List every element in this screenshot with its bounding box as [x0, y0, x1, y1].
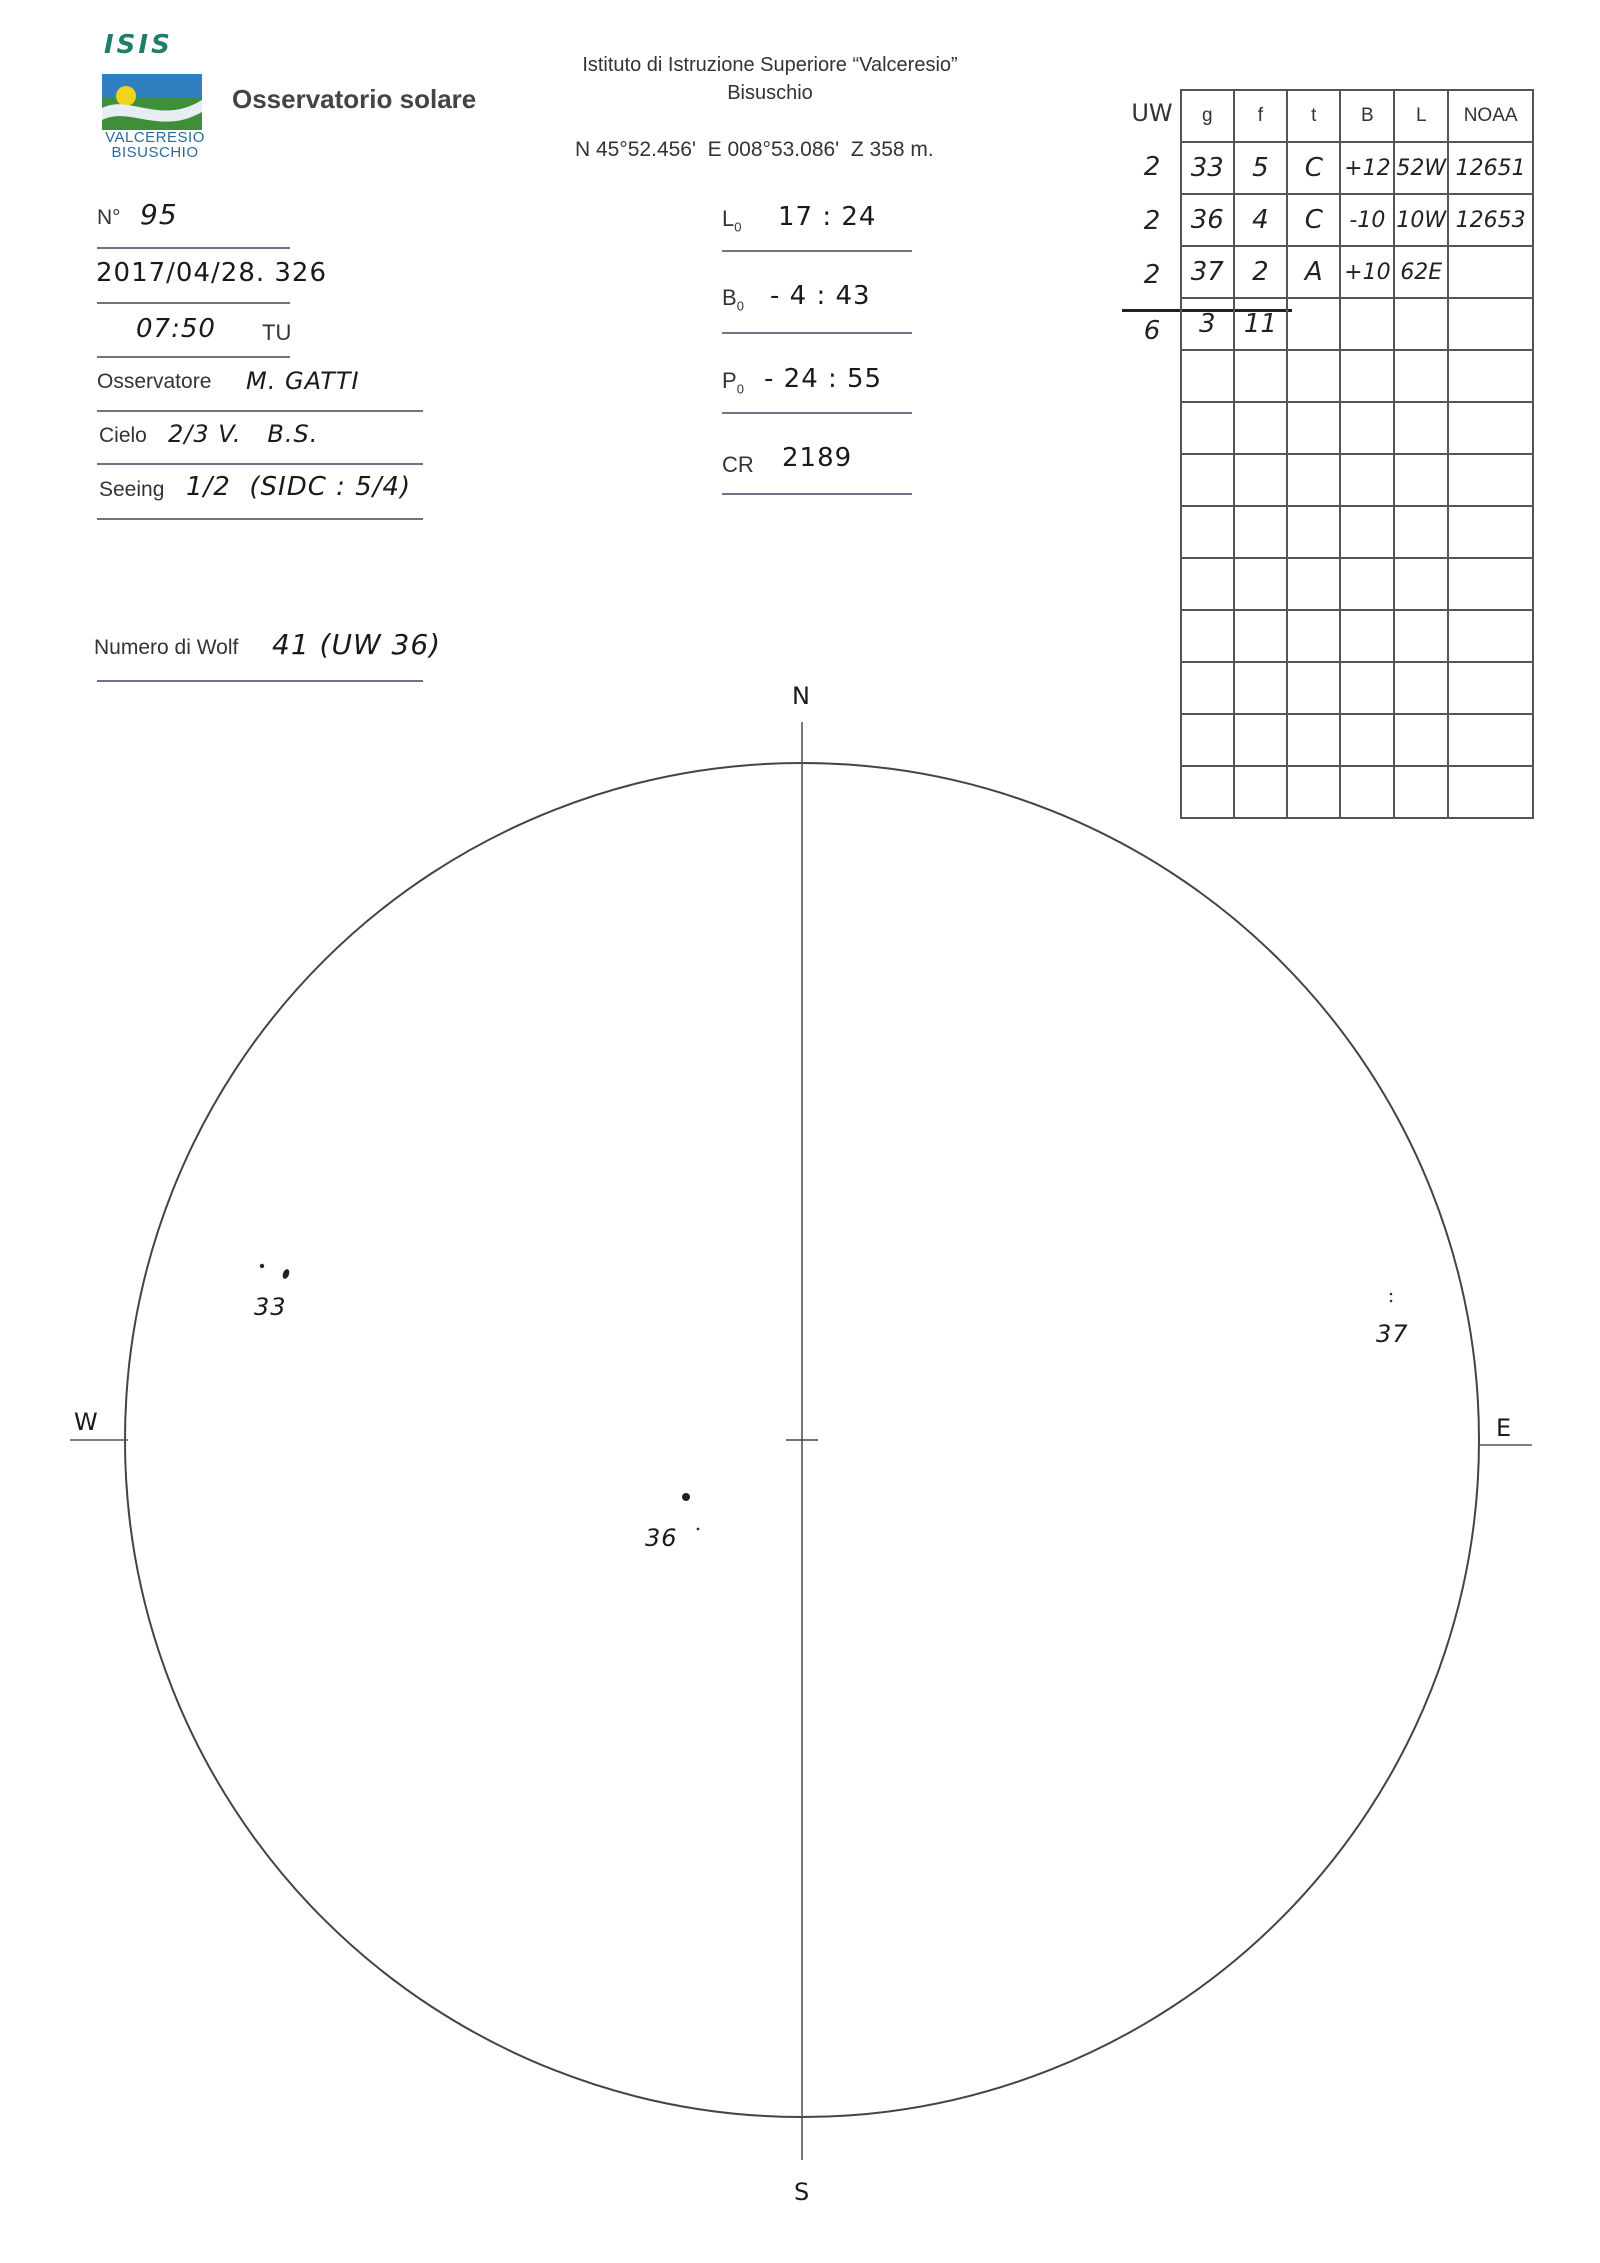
table-cell-l: 52W [1394, 142, 1448, 194]
cr-label: CR [722, 452, 754, 477]
table-cell-t [1287, 714, 1340, 766]
table-cell-t [1287, 766, 1340, 818]
header-t: t [1287, 90, 1340, 142]
table-row [1181, 298, 1533, 350]
table-cell-b [1340, 298, 1394, 350]
rule-l0 [722, 250, 912, 252]
sunspot-33b [281, 1268, 290, 1279]
table-cell-g [1181, 610, 1234, 662]
table-cell-f: 2 [1234, 246, 1288, 298]
wolf-label: Numero di Wolf [94, 636, 239, 659]
sunspot-36b [697, 1528, 700, 1531]
time-unit: TU [262, 320, 292, 345]
table-cell-f [1234, 506, 1288, 558]
table-cell-noaa: 12651 [1448, 142, 1533, 194]
observatory-title: Osservatorio solare [232, 84, 477, 114]
uw-value-2: 2 [1143, 206, 1161, 236]
table-cell-noaa [1448, 714, 1533, 766]
rule-b0 [722, 332, 912, 334]
sunspot-37a [1390, 1293, 1393, 1296]
logo-emblem-icon [100, 66, 210, 136]
table-cell-f [1234, 714, 1288, 766]
number-label: N° [97, 206, 121, 229]
table-row [1181, 350, 1533, 402]
table-cell-noaa [1448, 454, 1533, 506]
sunspot-33a [260, 1264, 264, 1268]
rule-cr [722, 493, 912, 495]
table-row [1181, 662, 1533, 714]
table-cell-t [1287, 402, 1340, 454]
observer-value: M. GATTI [246, 367, 360, 395]
rule-date [97, 302, 290, 304]
table-cell-l [1394, 402, 1448, 454]
l0-subscript: 0 [734, 219, 742, 235]
table-cell-g: 33 [1181, 142, 1234, 194]
wolf-value: 41 (UW 36) [272, 628, 442, 661]
institute-logo [100, 30, 210, 165]
p0-value: - 24 : 55 [764, 364, 883, 394]
header-f: f [1234, 90, 1288, 142]
l0-label [722, 206, 741, 234]
table-cell-b [1340, 766, 1394, 818]
l0-value: 17 : 24 [778, 202, 877, 232]
table-cell-t [1287, 662, 1340, 714]
table-cell-l [1394, 714, 1448, 766]
p0-subscript: 0 [736, 381, 744, 397]
table-cell-noaa [1448, 662, 1533, 714]
logo-subtitle-2: BISUSCHIO [111, 144, 199, 161]
table-cell-noaa [1448, 558, 1533, 610]
uw-value-3: 2 [1143, 260, 1161, 290]
group-label-33: 33 [254, 1293, 287, 1321]
table-cell-l [1394, 350, 1448, 402]
table-cell-t: A [1287, 246, 1340, 298]
table-cell-b [1340, 558, 1394, 610]
table-row [1181, 558, 1533, 610]
rule-number [97, 247, 290, 249]
table-cell-f [1234, 610, 1288, 662]
table-cell-f: 4 [1234, 194, 1288, 246]
observatory-coordinates: N 45°52.456' E 008°53.086' Z 358 m. [575, 138, 934, 161]
b0-subscript: 0 [736, 298, 744, 314]
institute-town: Bisuschio [727, 82, 813, 104]
table-cell-b [1340, 714, 1394, 766]
table-cell-g: 36 [1181, 194, 1234, 246]
table-cell-g [1181, 402, 1234, 454]
sky-value: 2/3 V. B.S. [168, 420, 319, 448]
table-body [1181, 142, 1533, 818]
b0-letter: B [722, 285, 737, 310]
table-cell-noaa [1448, 298, 1533, 350]
rule-sky [97, 463, 423, 465]
rule-wolf [97, 680, 423, 682]
table-cell-t: C [1287, 194, 1340, 246]
rule-time [97, 356, 290, 358]
number-value: 95 [140, 198, 178, 231]
table-cell-noaa [1448, 506, 1533, 558]
table-cell-f: 11 [1234, 298, 1288, 350]
table-cell-b [1340, 662, 1394, 714]
time-value: 07:50 [136, 314, 216, 344]
table-cell-l [1394, 558, 1448, 610]
table-cell-f [1234, 662, 1288, 714]
table-cell-f: 5 [1234, 142, 1288, 194]
table-row [1181, 454, 1533, 506]
table-cell-g [1181, 766, 1234, 818]
table-cell-noaa: 12653 [1448, 194, 1533, 246]
table-cell-b: +10 [1340, 246, 1394, 298]
uw-header: UW [1131, 99, 1173, 127]
rule-observer [97, 410, 423, 412]
table-cell-b: +12 [1340, 142, 1394, 194]
east-label: E [1496, 1414, 1513, 1442]
west-label: W [74, 1408, 99, 1436]
l0-letter: L [722, 206, 735, 231]
table-row [1181, 714, 1533, 766]
table-cell-g [1181, 714, 1234, 766]
seeing-label: Seeing [99, 478, 165, 501]
table-row [1181, 766, 1533, 818]
uw-total: 6 [1143, 316, 1161, 346]
table-cell-b [1340, 402, 1394, 454]
table-cell-t [1287, 610, 1340, 662]
table-cell-f [1234, 350, 1288, 402]
group-label-37: 37 [1376, 1320, 1409, 1348]
table-cell-f [1234, 454, 1288, 506]
table-cell-b [1340, 454, 1394, 506]
table-cell-f [1234, 402, 1288, 454]
logo-wordmark: ISIS [104, 30, 173, 60]
table-cell-noaa [1448, 402, 1533, 454]
table-cell-t [1287, 298, 1340, 350]
header-b: B [1340, 90, 1394, 142]
table-cell-b [1340, 610, 1394, 662]
table-cell-t [1287, 350, 1340, 402]
table-cell-g [1181, 558, 1234, 610]
table-cell-g [1181, 506, 1234, 558]
logo-subtitle-1: VALCERESIO [105, 129, 205, 146]
table-row [1181, 142, 1533, 194]
table-cell-noaa [1448, 246, 1533, 298]
table-cell-f [1234, 766, 1288, 818]
table-cell-l: 62E [1394, 246, 1448, 298]
date-value: 2017/04/28. 326 [96, 258, 328, 288]
table-cell-l [1394, 298, 1448, 350]
cr-value: 2189 [782, 443, 853, 473]
header-l: L [1394, 90, 1448, 142]
sunspot-37b [1390, 1300, 1393, 1303]
b0-value: - 4 : 43 [770, 281, 871, 311]
table-cell-noaa [1448, 766, 1533, 818]
observer-label: Osservatore [97, 370, 212, 393]
table-cell-l [1394, 506, 1448, 558]
table-cell-b [1340, 506, 1394, 558]
table-cell-l: 10W [1394, 194, 1448, 246]
uw-value-1: 2 [1143, 152, 1161, 182]
table-cell-g [1181, 662, 1234, 714]
sunspot-36a [682, 1493, 690, 1501]
table-row [1181, 246, 1533, 298]
header-noaa: NOAA [1448, 90, 1533, 142]
rule-p0 [722, 412, 912, 414]
north-label: N [792, 682, 811, 710]
table-cell-l [1394, 662, 1448, 714]
table-cell-noaa [1448, 610, 1533, 662]
table-cell-g: 3 [1181, 298, 1234, 350]
table-cell-t: C [1287, 142, 1340, 194]
sunspot-groups-table [1180, 89, 1534, 819]
table-cell-g [1181, 454, 1234, 506]
table-cell-f [1234, 558, 1288, 610]
table-cell-g [1181, 350, 1234, 402]
table-row [1181, 194, 1533, 246]
table-row [1181, 610, 1533, 662]
rule-seeing [97, 518, 423, 520]
seeing-value: 1/2 (SIDC : 5/4) [186, 472, 412, 502]
table-cell-b: -10 [1340, 194, 1394, 246]
p0-letter: P [722, 368, 737, 393]
table-cell-g: 37 [1181, 246, 1234, 298]
table-row [1181, 402, 1533, 454]
solar-disk-outline [125, 763, 1479, 2117]
table-header-row [1181, 90, 1533, 142]
p0-label [722, 368, 744, 396]
b0-label [722, 285, 744, 313]
table-cell-noaa [1448, 350, 1533, 402]
table-cell-b [1340, 350, 1394, 402]
header-g: g [1181, 90, 1234, 142]
table-cell-t [1287, 506, 1340, 558]
table-cell-t [1287, 558, 1340, 610]
group-label-36: 36 [645, 1524, 678, 1552]
institute-name: Istituto di Istruzione Superiore “Valceresio” [582, 54, 958, 76]
table-cell-l [1394, 766, 1448, 818]
table-cell-l [1394, 610, 1448, 662]
table-row [1181, 506, 1533, 558]
south-label: S [794, 2178, 811, 2206]
sky-label: Cielo [99, 424, 147, 447]
table-cell-l [1394, 454, 1448, 506]
table-cell-t [1287, 454, 1340, 506]
